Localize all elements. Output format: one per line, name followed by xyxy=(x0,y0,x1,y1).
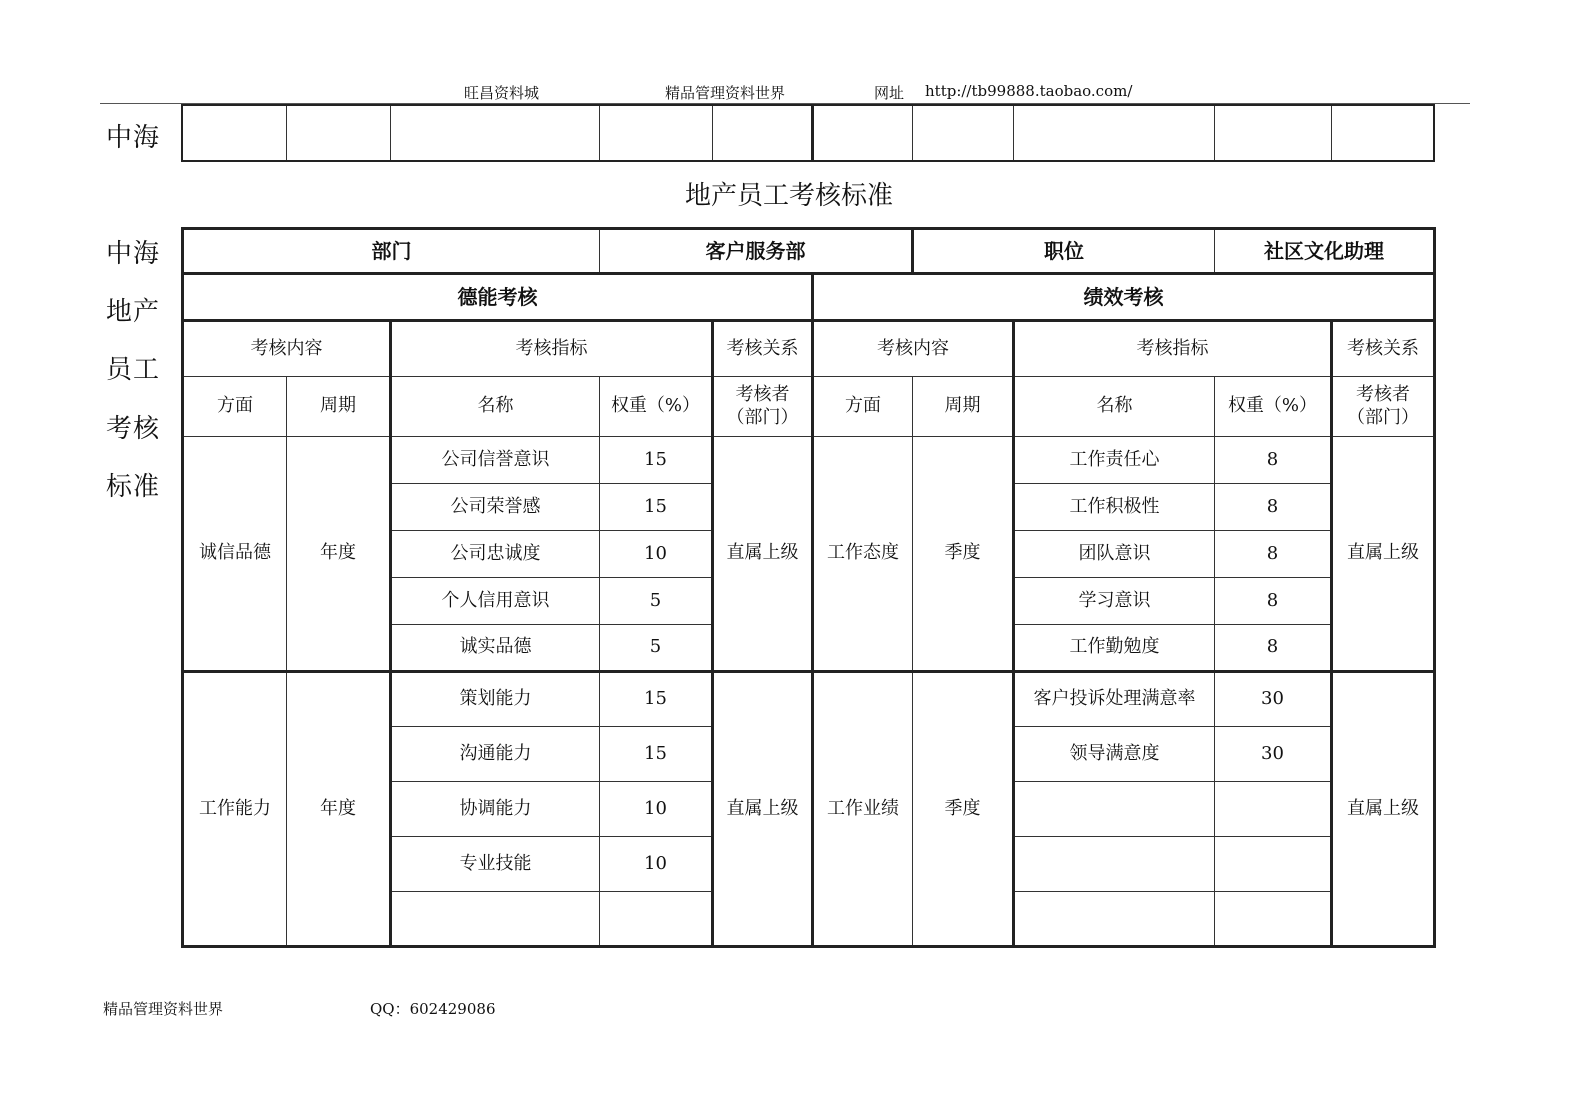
indicator-weight: 10 xyxy=(600,782,713,837)
position-value: 社区文化助理 xyxy=(1215,229,1435,274)
empty-cell xyxy=(712,105,812,161)
indicator-weight xyxy=(1215,892,1332,947)
empty-cell xyxy=(599,105,712,161)
indicator-name: 个人信用意识 xyxy=(391,578,600,625)
header-shop: 旺昌资料城 xyxy=(464,84,540,102)
indicator-name: 诚实品德 xyxy=(391,625,600,672)
indicator-weight: 15 xyxy=(600,437,713,484)
col-header-content: 考核内容 xyxy=(183,321,391,377)
indicator-weight xyxy=(600,892,713,947)
aspect-cell: 诚信品德 xyxy=(183,437,287,672)
col-header-weight: 权重（%） xyxy=(600,377,713,437)
side-text-line: 地产 xyxy=(106,297,161,327)
period-cell: 年度 xyxy=(287,672,391,947)
side-text-line: 考核 xyxy=(106,414,161,444)
dept-label: 部门 xyxy=(183,229,600,274)
col-header-relation: 考核关系 xyxy=(713,321,813,377)
indicator-name xyxy=(1014,837,1215,892)
assessment-table xyxy=(181,227,1436,948)
aspect-cell: 工作业绩 xyxy=(813,672,913,947)
col-header-name: 名称 xyxy=(391,377,600,437)
indicator-weight: 8 xyxy=(1215,578,1332,625)
dept-value: 客户服务部 xyxy=(600,229,913,274)
assessor-line: （部门） xyxy=(1347,406,1419,428)
indicator-name: 领导满意度 xyxy=(1014,727,1215,782)
col-header-aspect: 方面 xyxy=(183,377,287,437)
indicator-name xyxy=(1014,892,1215,947)
indicator-weight: 15 xyxy=(600,484,713,531)
side-text-line: 中海 xyxy=(106,239,161,269)
period-cell: 季度 xyxy=(913,437,1014,672)
indicator-weight: 30 xyxy=(1215,727,1332,782)
col-header-relation: 考核关系 xyxy=(1332,321,1435,377)
empty-cell xyxy=(1331,105,1434,161)
indicator-weight: 10 xyxy=(600,531,713,578)
header-site-url: http://tb99888.taobao.com/ xyxy=(925,82,1133,100)
indicator-weight: 8 xyxy=(1215,531,1332,578)
section-ethics: 德能考核 xyxy=(183,274,813,321)
indicator-name: 团队意识 xyxy=(1014,531,1215,578)
indicator-name: 客户投诉处理满意率 xyxy=(1014,672,1215,727)
indicator-name: 工作责任心 xyxy=(1014,437,1215,484)
col-header-period: 周期 xyxy=(913,377,1014,437)
footer-qq: QQ：602429086 xyxy=(370,1000,496,1018)
indicator-name: 专业技能 xyxy=(391,837,600,892)
side-text-line: 员工 xyxy=(106,355,161,385)
period-cell: 年度 xyxy=(287,437,391,672)
side-text-line: 标准 xyxy=(106,472,161,502)
indicator-name: 公司忠诚度 xyxy=(391,531,600,578)
col-header-name: 名称 xyxy=(1014,377,1215,437)
col-header-assessor xyxy=(713,377,813,437)
aspect-cell: 工作态度 xyxy=(813,437,913,672)
indicator-name: 协调能力 xyxy=(391,782,600,837)
indicator-weight: 15 xyxy=(600,672,713,727)
empty-cell xyxy=(286,105,390,161)
page-title: 地产员工考核标准 xyxy=(684,181,893,211)
indicator-name xyxy=(1014,782,1215,837)
aspect-cell: 工作能力 xyxy=(183,672,287,947)
indicator-name: 公司荣誉感 xyxy=(391,484,600,531)
section-performance: 绩效考核 xyxy=(813,274,1435,321)
indicator-weight xyxy=(1215,782,1332,837)
indicator-name xyxy=(391,892,600,947)
empty-cell xyxy=(390,105,599,161)
indicator-name: 工作积极性 xyxy=(1014,484,1215,531)
empty-cell xyxy=(1013,105,1214,161)
empty-cell xyxy=(182,105,286,161)
top-empty-table xyxy=(181,104,1435,162)
relation-cell: 直属上级 xyxy=(713,437,813,672)
col-header-aspect: 方面 xyxy=(813,377,913,437)
indicator-weight: 5 xyxy=(600,625,713,672)
indicator-weight: 8 xyxy=(1215,437,1332,484)
position-label: 职位 xyxy=(913,229,1215,274)
relation-cell: 直属上级 xyxy=(713,672,813,947)
empty-cell xyxy=(912,105,1013,161)
footer-world: 精品管理资料世界 xyxy=(103,1000,224,1018)
assessor-line: 考核者 xyxy=(735,384,790,405)
header-site-label: 网址 xyxy=(874,84,905,102)
side-text-top: 中海 xyxy=(106,123,161,153)
indicator-weight xyxy=(1215,837,1332,892)
indicator-weight: 5 xyxy=(600,578,713,625)
empty-cell xyxy=(812,105,912,161)
assessor-line: （部门） xyxy=(726,406,799,428)
indicator-name: 工作勤勉度 xyxy=(1014,625,1215,672)
indicator-weight: 8 xyxy=(1215,484,1332,531)
indicator-name: 沟通能力 xyxy=(391,727,600,782)
col-header-assessor xyxy=(1332,377,1435,437)
indicator-weight: 15 xyxy=(600,727,713,782)
indicator-name: 策划能力 xyxy=(391,672,600,727)
indicator-name: 学习意识 xyxy=(1014,578,1215,625)
col-header-period: 周期 xyxy=(287,377,391,437)
indicator-weight: 10 xyxy=(600,837,713,892)
indicator-weight: 30 xyxy=(1215,672,1332,727)
col-header-indicator: 考核指标 xyxy=(1014,321,1332,377)
col-header-weight: 权重（%） xyxy=(1215,377,1332,437)
col-header-content: 考核内容 xyxy=(813,321,1014,377)
assessor-line: 考核者 xyxy=(1356,384,1410,405)
indicator-weight: 8 xyxy=(1215,625,1332,672)
empty-cell xyxy=(1214,105,1331,161)
header-world: 精品管理资料世界 xyxy=(665,84,786,102)
relation-cell: 直属上级 xyxy=(1332,672,1435,947)
period-cell: 季度 xyxy=(913,672,1014,947)
col-header-indicator: 考核指标 xyxy=(391,321,713,377)
indicator-name: 公司信誉意识 xyxy=(391,437,600,484)
relation-cell: 直属上级 xyxy=(1332,437,1435,672)
